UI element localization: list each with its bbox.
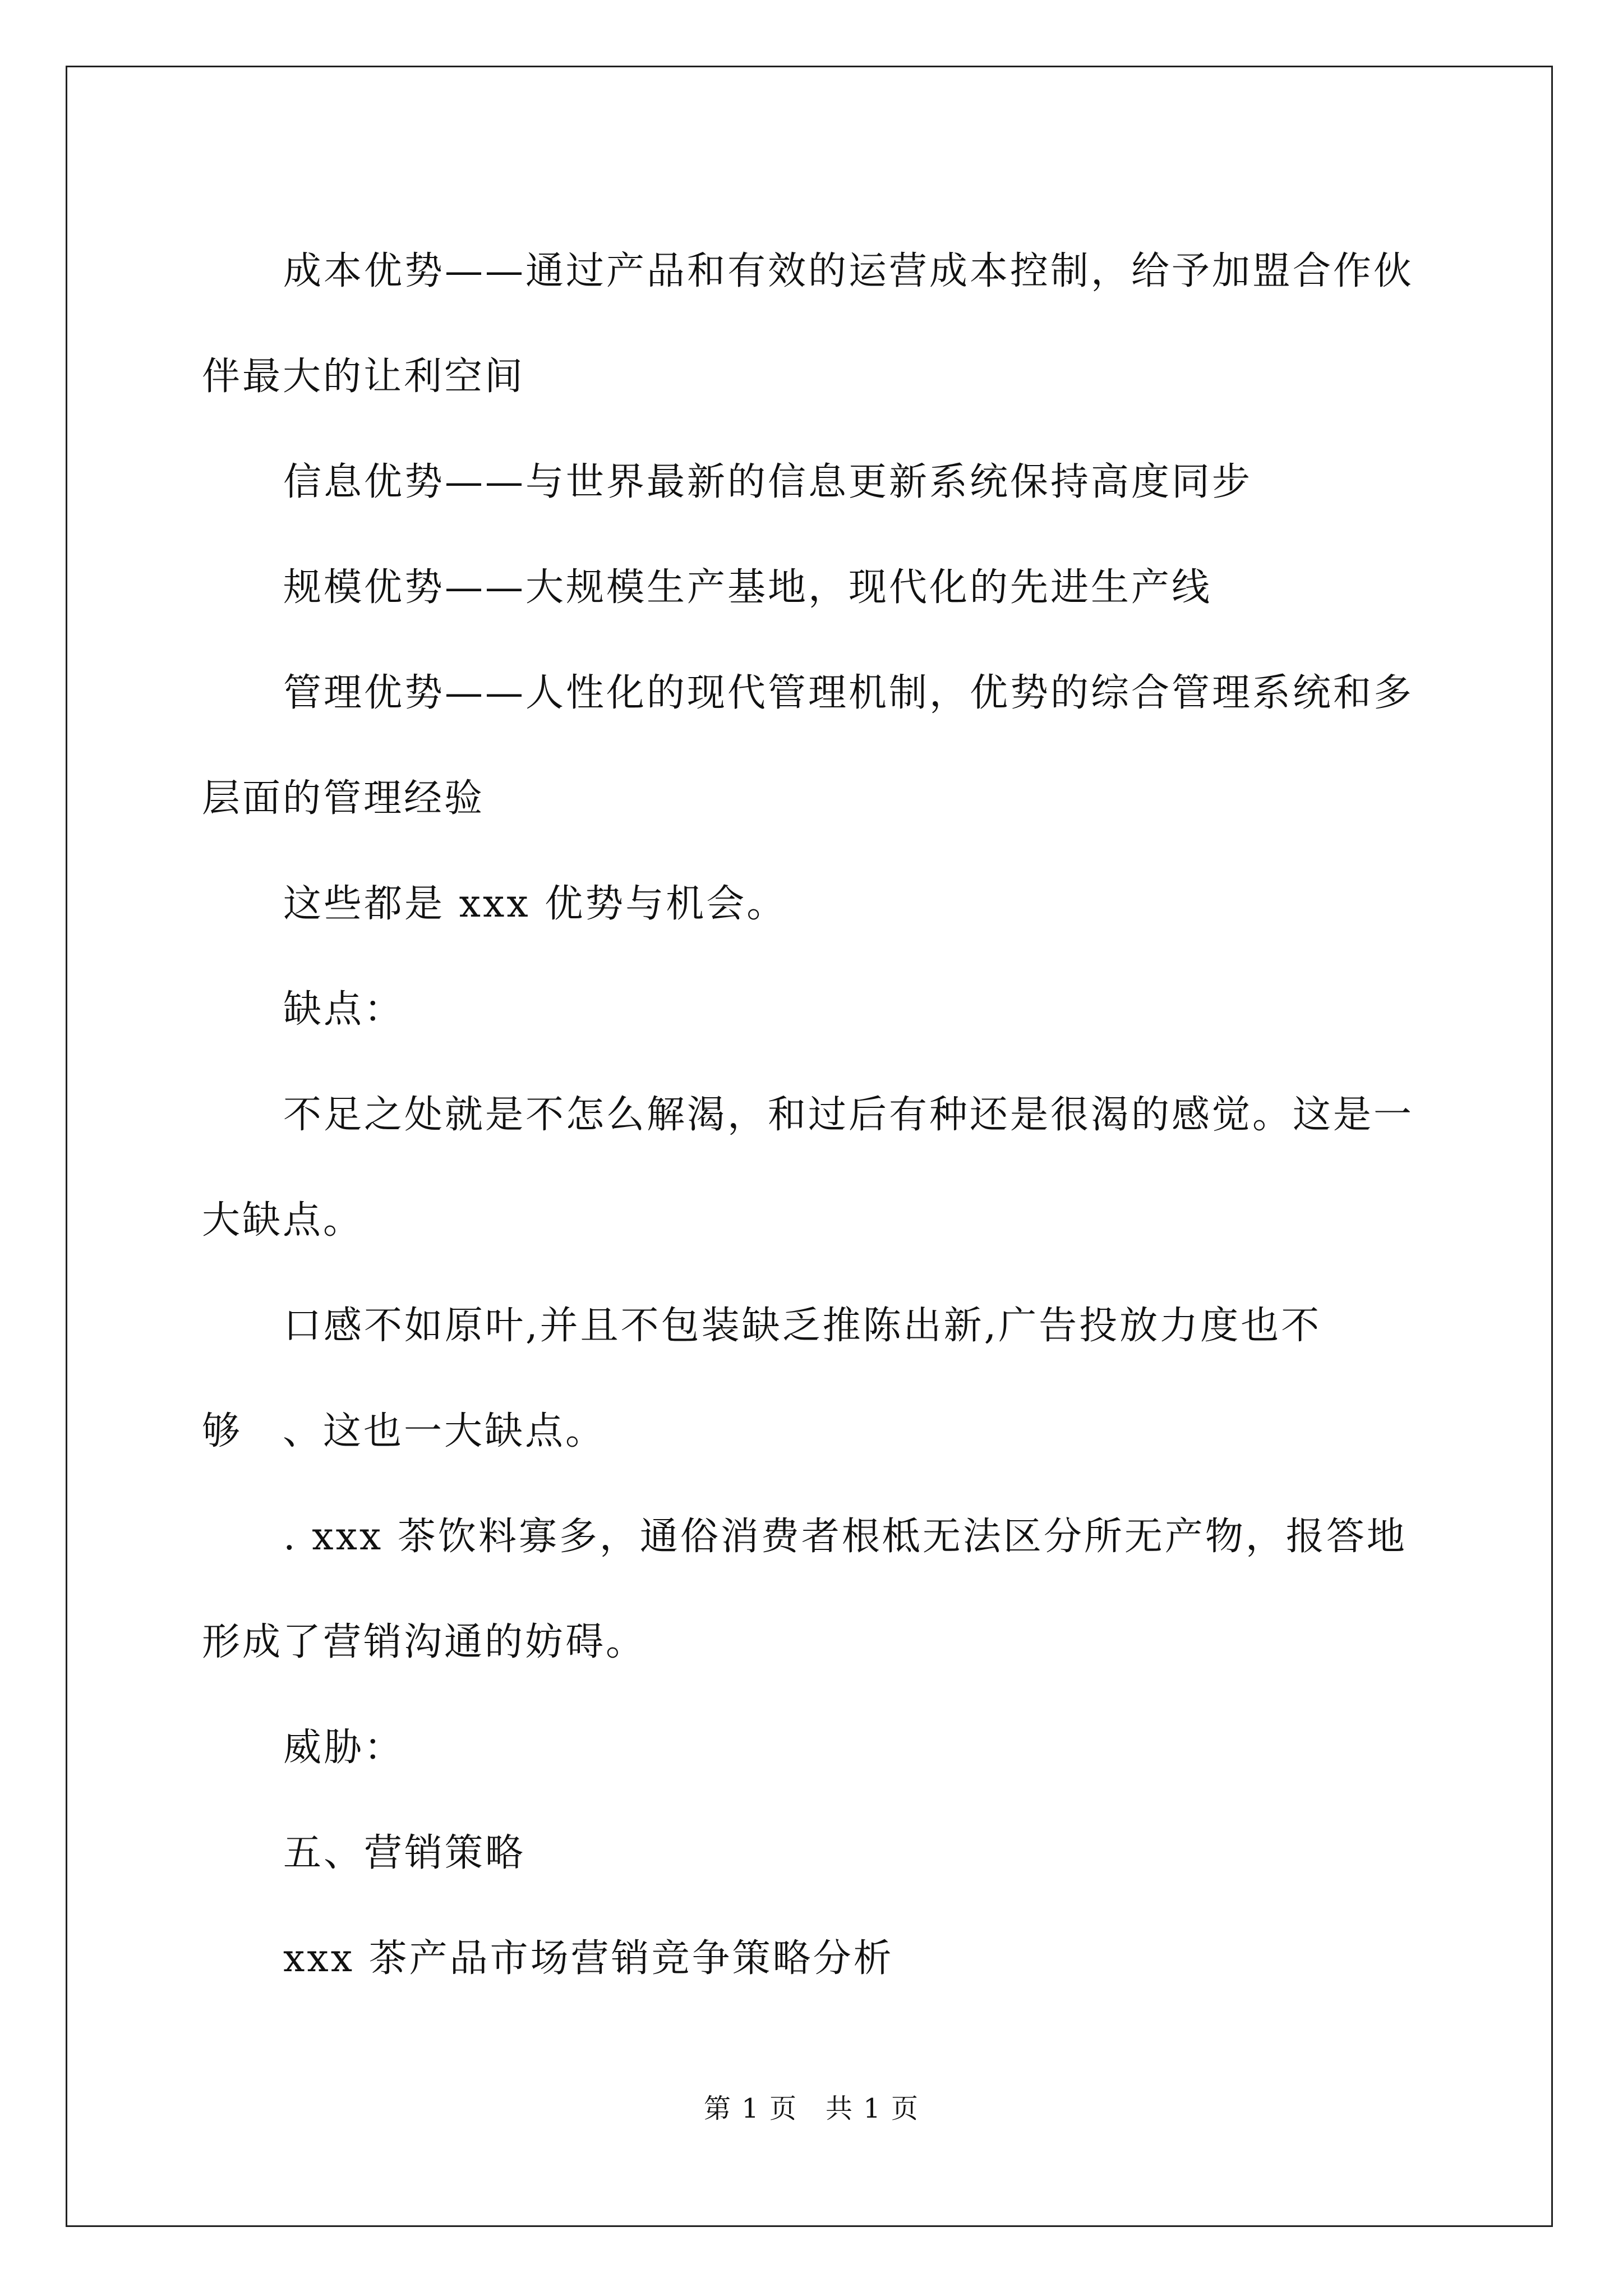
- heading-weaknesses: 缺点：: [283, 987, 405, 1032]
- heading-marketing-strategy: 五、营销策略: [283, 1831, 526, 1875]
- paragraph-management-advantage: 管理优势——人性化的现代管理机制，优势的综合管理系统和多层面的管理经验: [202, 671, 1414, 821]
- paragraph-scale-advantage: 规模优势——大规模生产基地，现代化的先进生产线: [283, 565, 1212, 610]
- paragraph-weakness-thirst: 不足之处就是不怎么解渴，和过后有种还是很渴的感觉。这是一大缺点。: [202, 1093, 1414, 1243]
- heading-competition-analysis: xxx 茶产品市场营销竞争策略分析: [283, 1936, 894, 1981]
- paragraph-weakness-variety: . xxx 茶饮料寡多，通俗消费者根柢无法区分所无产物，报答地形成了营销沟通的妨碍。: [202, 1515, 1407, 1664]
- document-body: [202, 219, 1436, 2012]
- paragraph-advantages-summary: 这些都是 xxx 优势与机会。: [283, 882, 787, 926]
- heading-threats: 威胁：: [283, 1726, 405, 1770]
- paragraph-weakness-taste: 口感不如原叶,并且不包装缺乏推陈出新,广告投放力度也不够 、这也一大缺点。: [202, 1304, 1322, 1453]
- paragraph-info-advantage: 信息优势——与世界最新的信息更新系统保持高度同步: [283, 460, 1253, 504]
- page-footer: 第 1 页 共 1 页: [703, 2093, 920, 2124]
- paragraph-cost-advantage: 成本优势——通过产品和有效的运营成本控制，给予加盟合作伙伴最大的让利空间: [202, 249, 1414, 399]
